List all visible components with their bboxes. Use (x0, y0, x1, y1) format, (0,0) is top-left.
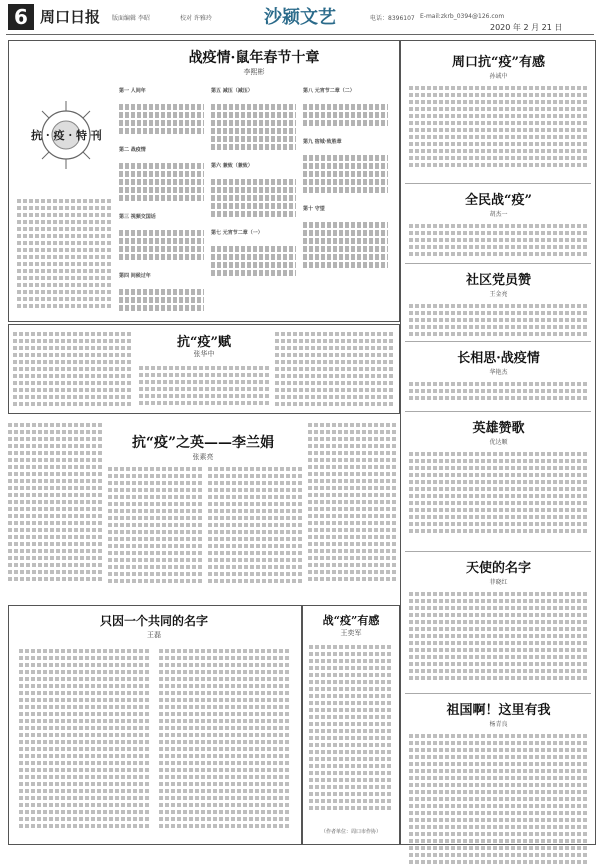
poem-author: 王金亮 (489, 291, 508, 298)
email-address: E-mail:zkrb_0394@126.com (420, 13, 505, 20)
common-name-col-2 (159, 646, 289, 831)
chapter-heading: 第四 间候过年 (119, 273, 151, 279)
chapters-grid (119, 81, 389, 311)
divider (405, 263, 591, 264)
chapter-heading: 第五 减压（减压） (211, 88, 253, 94)
zhan-yi-text (309, 642, 393, 813)
fu-title: 抗“疫”赋 (177, 335, 231, 350)
poem-text (409, 301, 589, 339)
poem-author: 孙诚中 (489, 73, 508, 80)
poem-title: 英雄赞歌 (472, 421, 525, 436)
divider (405, 551, 591, 552)
fu-text-middle (139, 363, 269, 408)
main-article-author: 李熙彬 (243, 68, 265, 76)
zhan-yi-signoff: （作者单位：周口市作协） (320, 829, 381, 835)
poem-title: 周口抗“疫”有感 (452, 55, 545, 70)
zhan-yi-title: 战“疫”有感 (322, 614, 380, 627)
fu-text-right (275, 329, 393, 409)
zhan-yi-box (302, 605, 400, 845)
common-name-box (8, 605, 302, 845)
fu-article-box (8, 324, 400, 414)
feature-article (8, 418, 398, 596)
poem-author: 胡杰一 (489, 211, 508, 218)
section-title: 沙颍文艺 (264, 7, 336, 28)
poem-author: 杨青良 (489, 721, 508, 728)
poem-text (409, 83, 589, 170)
divider (405, 693, 591, 694)
divider (405, 341, 591, 342)
feature-col-3 (208, 464, 303, 586)
feature-col-4 (308, 420, 398, 584)
chapter-heading: 第十 守望 (303, 206, 325, 212)
chapter-heading: 第八 元宵节二章（二） (303, 88, 355, 94)
poem-text (409, 449, 589, 536)
poem-author: 华艳杰 (489, 369, 508, 376)
poem-title: 天使的名字 (465, 561, 531, 576)
paper-name: 周口日报 (40, 8, 101, 26)
chapter-heading: 第六 兼致（兼致） (211, 163, 253, 169)
poem-title: 长相思·战疫情 (457, 351, 540, 366)
right-poetry-column (400, 40, 596, 845)
editor-credit: 版面编辑 李昭 (112, 15, 150, 22)
feature-col-1 (8, 420, 103, 584)
feature-title: 抗“疫”之英——李兰娟 (131, 435, 275, 451)
feature-author: 张素亮 (192, 453, 214, 461)
header-rule (6, 34, 594, 35)
divider (405, 411, 591, 412)
main-article-box (8, 40, 400, 322)
masthead (0, 0, 600, 36)
special-issue-label: 抗 · 疫 · 特 刊 (31, 129, 102, 142)
common-name-col-1 (19, 646, 149, 831)
poem-title: 全民战“疫” (465, 193, 532, 208)
poem-text (409, 589, 589, 683)
chapter-heading: 第七 元宵节二章（一） (211, 230, 263, 236)
poem-text (409, 379, 589, 403)
proofreader-credit: 校对 许雅玲 (180, 15, 212, 22)
poem-text (409, 221, 589, 259)
chapter-heading: 第九 宿城·致胜章 (303, 139, 342, 145)
poem-title: 社区党员赞 (465, 273, 531, 288)
divider (405, 183, 591, 184)
special-issue-illustration (21, 87, 111, 187)
chapter-column-3 (303, 81, 388, 277)
chapter-heading: 第一 人间年 (119, 88, 146, 94)
chapter-heading: 第二 战疫情 (119, 147, 146, 153)
chapter-column-1 (119, 81, 204, 320)
page-number: 6 (8, 4, 34, 30)
chapter-heading: 第三 视频交国话 (119, 214, 156, 220)
poem-author: 菲晓红 (489, 579, 508, 586)
fu-text-left (13, 329, 133, 409)
poem-author: 优达顺 (489, 439, 508, 446)
intro-text (17, 196, 112, 311)
common-name-title: 只因一个共同的名字 (99, 614, 208, 628)
feature-col-2 (108, 464, 203, 586)
common-name-author: 王磊 (147, 631, 161, 639)
phone-number: 电话：8396107 (370, 15, 415, 22)
issue-date: 2020 年 2 月 21 日 (490, 23, 563, 32)
poem-title: 祖国啊！这里有我 (446, 703, 551, 718)
chapter-column-2 (211, 81, 296, 285)
fu-author: 张华中 (193, 350, 215, 358)
zhan-yi-author: 王奕军 (340, 629, 362, 637)
main-article-title: 战疫情·鼠年春节十章 (188, 50, 320, 66)
